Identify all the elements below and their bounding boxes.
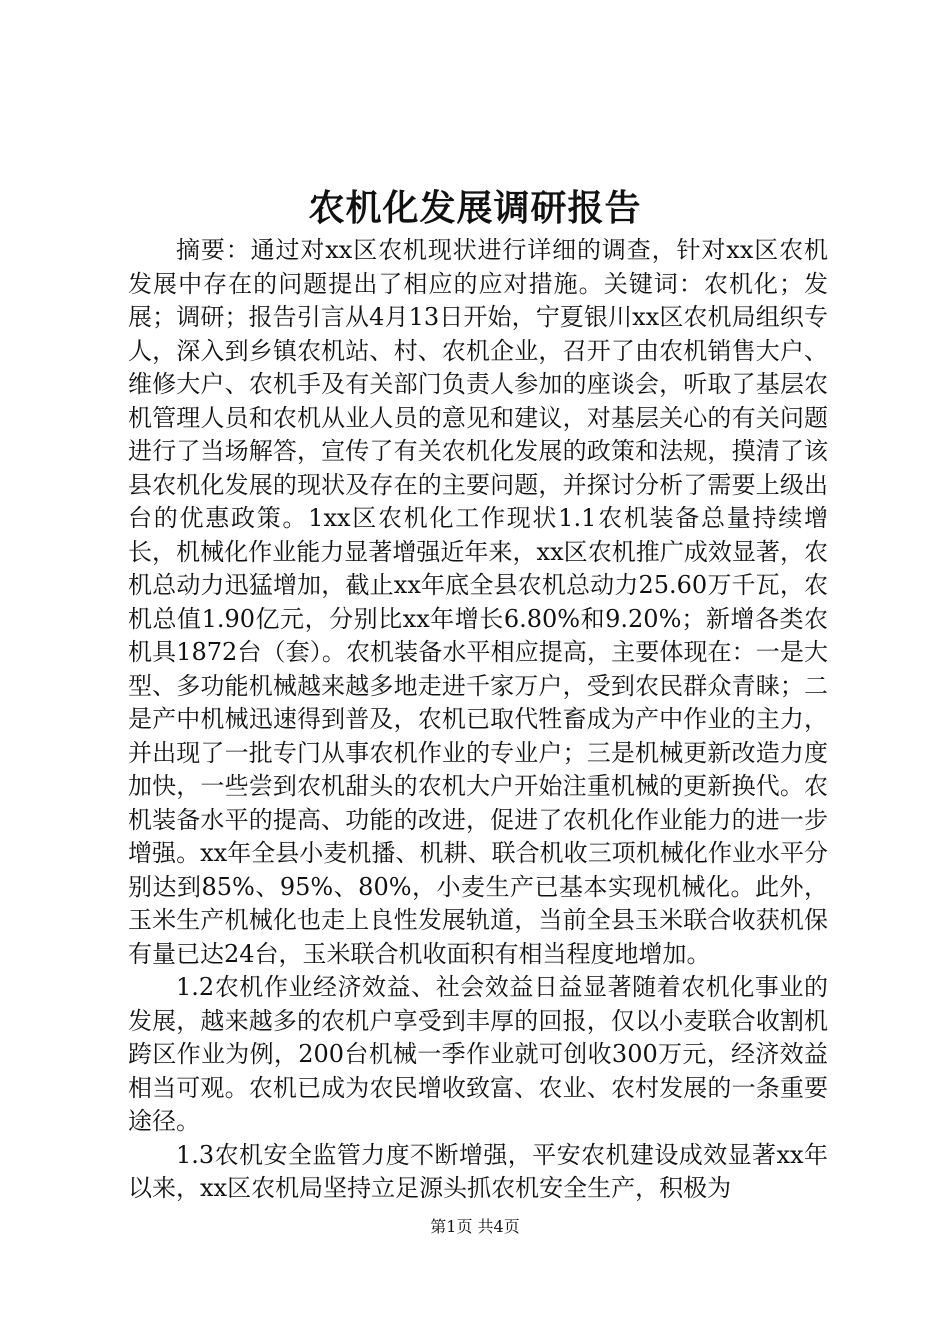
paragraph-section-1-2: 1.2农机作业经济效益、社会效益日益显著随着农机化事业的发展，越来越多的农机户享受到丰厚的回报，仅以小麦联合收割机跨区作业为例，200台机械一季作业就可创收300万元，经济效益相当可观。农机已成为农民增收致富、农业、农村发展的一条重要途径。 xyxy=(128,973,828,1135)
page-footer: 第1页 共4页 xyxy=(430,1217,520,1236)
paragraph-section-1-3: 1.3农机安全监管力度不断增强，平安农机建设成效显著xx年以来，xx区农机局坚持立足源头抓农机安全生产，积极为 xyxy=(128,1140,828,1202)
document-title: 农机化发展调研报告 xyxy=(308,187,642,229)
document-body xyxy=(128,234,828,1206)
paragraph-abstract: 摘要：通过对xx区农机现状进行详细的调查，针对xx区农机发展中存在的问题提出了相应的应对措施。关键词：农机化；发展；调研；报告引言从4月13日开始，宁夏银川xx区农机局组织专人，深入到乡镇农机站、村、农机企业，召开了由农机销售大户、维修大户、农机手及有关部门负责人参加的座谈会，听取了基层农机管理人员和农机从业人员的意见和建议，对基层关心的有关问题进行了当场解答，宣传了有关农机化发展的政策和法规，摸清了该县农机化发展的现状及存在的主要问题，并探讨分析了需要上级出台的优惠政策。1xx区农机化工作现状1.1农机装备总量持续增长，机械化作业能力显著增强近年来，xx区农机推广成效显著，农机总动力迅猛增加，截止xx年底全县农机总动力25.60万千瓦，农机总值1.90亿元，分别比xx年增长6.80%和9.20%；新增各类农机具1872台（套）。农机装备水平相应提高，主要体现在：一是大型、多功能机械越来越多地走进千家万户，受到农民群众青睐；二是产中机械迅速得到普及，农机已取代牲畜成为产中作业的主力，并出现了一批专门从事农机作业的专业户；三是机械更新改造力度加快，一些尝到农机甜头的农机大户开始注重机械的更新换代。农机装备水平的提高、功能的改进，促进了农机化作业能力的进一步增强。xx年全县小麦机播、机耕、联合机收三项机械化作业水平分别达到85%、95%、80%，小麦生产已基本实现机械化。此外，玉米生产机械化也走上良性发展轨道，当前全县玉米联合收获机保有量已达24台，玉米联合机收面积有相当程度地增加。 xyxy=(128,236,828,968)
